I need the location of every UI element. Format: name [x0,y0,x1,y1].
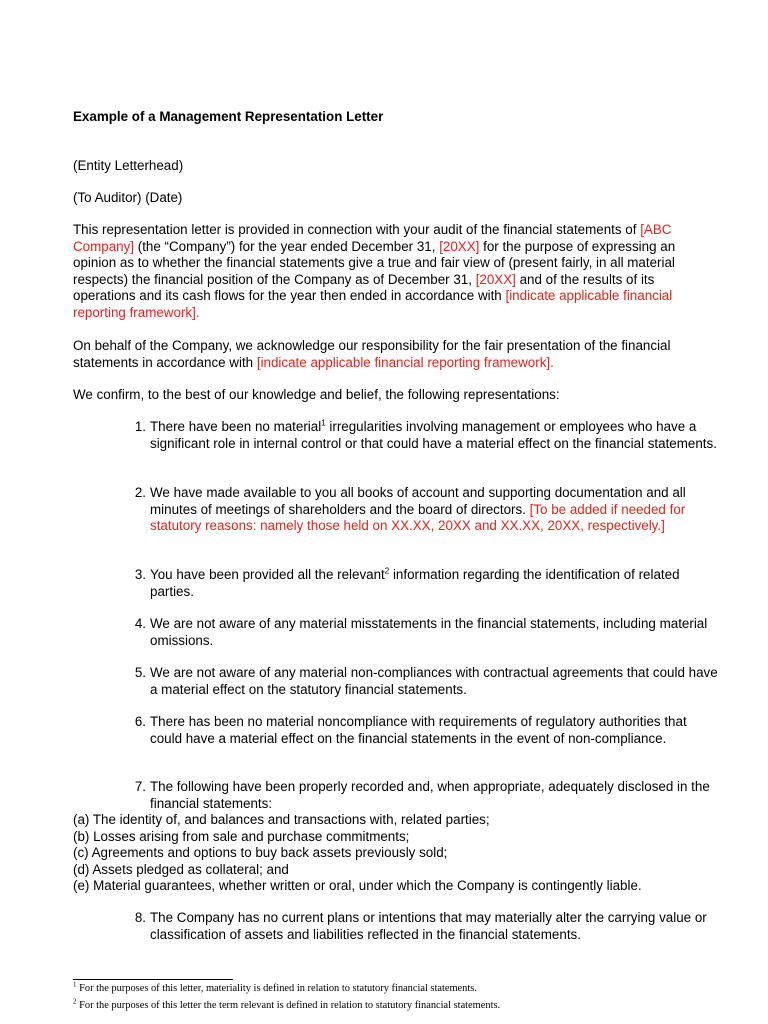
item-text: information regarding the identification of related parties. [150,567,680,599]
item-text: The Company has no current plans or intentions that may materially alter the carrying value or classification of assets and liabilities reflected in the financial statements. [150,910,707,942]
confirm-paragraph: We confirm, to the best of our knowledge and belief, the following representations: [73,387,560,402]
disclosure-sub-list [73,812,733,895]
item-text: We are not aware of any material non-compliances with contractual agreements that could have a material effect on the statutory financial statements. [150,665,718,697]
list-item [134,616,720,649]
item-text: There have been no material [150,419,322,434]
item-text: We are not aware of any material misstatements in the financial statements, including material omissions. [150,616,708,648]
list-item [134,910,720,943]
intro-text-3: for the purpose of expressing an opinion as to whether the financial statements give a true and fair view of (present fairly, in all material respects) the financial position of the Company as of December 31, [73,238,676,287]
behalf-text: On behalf of the Company, we acknowledge our responsibility for the fair presentation of the financial statements in accordance with [73,338,671,370]
footnote-marker: 2 [73,997,77,1006]
item-text: We have made available to you all books of account and supporting documentation and all minutes of meetings of shareholders and the board of directors. [150,485,686,517]
item-text: irregularities involving management or employees who have a significant role in internal control or that could have a material effect on the financial statements. [150,419,717,451]
intro-text-2: (the “Company”) for the year ended December 31, [134,238,440,254]
list-item [134,779,720,812]
sub-item: (e) Material guarantees, whether written or oral, under which the Company is contingently liable. [73,878,642,894]
item-number: 2. [134,485,146,500]
footnote-2 [73,997,753,1012]
footnote-separator [73,979,233,980]
item-number: 3. [134,567,146,582]
footnote-ref: 1 [321,418,326,428]
behalf-paragraph [73,338,713,371]
footnote-text: For the purposes of this letter the term relevant is defined in relation to statutory financial statements. [76,1000,501,1011]
footnote-1 [73,980,753,995]
list-item [134,418,720,452]
item-number: 7. [134,779,146,794]
sub-item: (d) Assets pledged as collateral; and [73,861,289,877]
framework-placeholder-2: [indicate applicable financial reporting framework]. [256,354,554,370]
item-text: The following have been properly recorded and, when appropriate, adequately disclosed in the financial statements: [150,779,710,811]
document-title: Example of a Management Representation Letter [73,109,384,124]
list-item [134,485,720,535]
item-text: There has been no material noncompliance with requirements of regulatory authorities that could have a material effect on the financial statements in the event of non-compliance. [150,714,687,746]
footnote-marker: 1 [73,980,77,989]
list-item [134,566,720,600]
item-number: 1. [134,419,146,434]
addressee-line: (To Auditor) (Date) [73,190,183,205]
item-number: 8. [134,910,146,925]
intro-paragraph [73,222,713,322]
footnote-ref: 2 [384,566,390,576]
company-placeholder: [ABC Company] [73,222,672,254]
sub-item: (b) Losses arising from sale and purchase commitments; [73,828,410,844]
list-item [134,665,720,698]
item-text: You have been provided all the relevant [150,567,385,582]
item-number: 6. [134,714,146,729]
sub-item: (a) The identity of, and balances and transactions with, related parties; [73,812,490,827]
item-number: 5. [134,665,146,680]
intro-text-4: and of the results of its operations and its cash flows for the year then ended in accordance with [73,271,655,304]
year-placeholder: [20XX] [439,238,480,254]
year-placeholder-2: [20XX] [475,271,516,287]
footnote-text: For the purposes of this letter, materiality is defined in relation to statutory financial statements. [76,983,477,994]
sub-item: (c) Agreements and options to buy back assets previously sold; [73,845,448,861]
item-number: 4. [134,616,146,631]
list-item [134,714,720,747]
intro-text-1: This representation letter is provided in connection with your audit of the financial statements of [73,222,641,237]
framework-placeholder: [indicate applicable financial reporting framework]. [73,288,673,320]
statutory-placeholder: [To be added if needed for statutory reasons: namely those held on XX.XX, 20XX and XX.XX, 20XX, respectively.] [150,501,686,534]
entity-letterhead: (Entity Letterhead) [73,158,184,173]
